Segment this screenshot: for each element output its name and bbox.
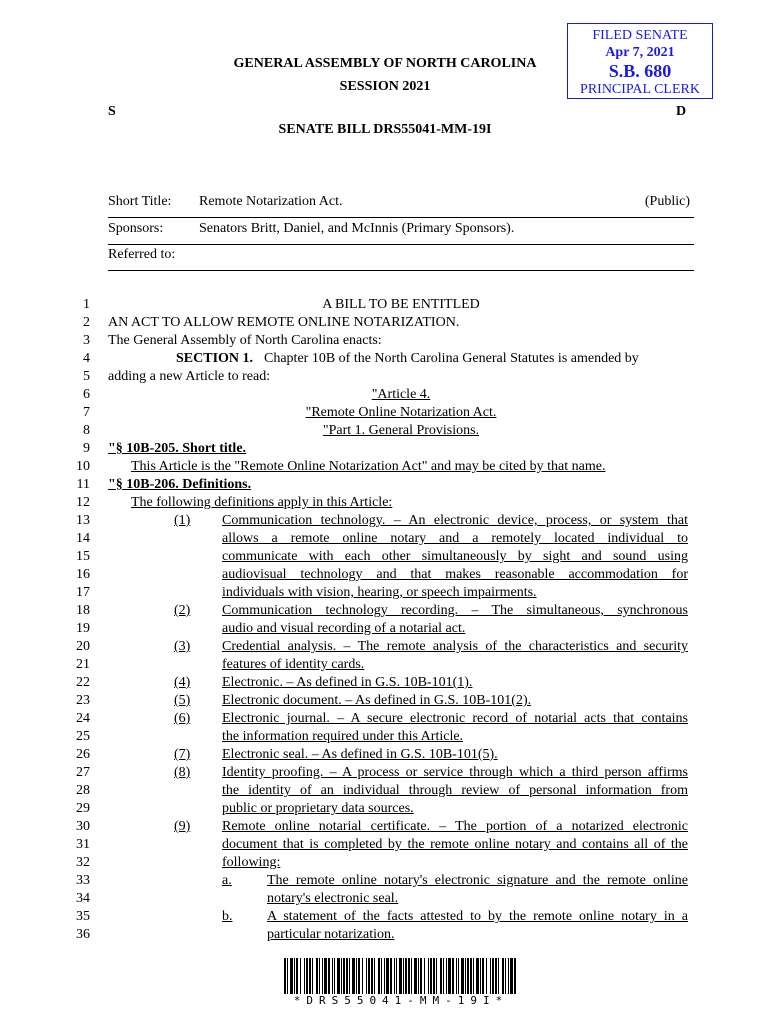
bill-line: 14 allows a remote online notary and a remotely located individual to (76, 531, 688, 546)
bill-line: 11 "§ 10B-206. Definitions. (76, 477, 252, 492)
bill-line: 15 communicate with each other simultaneously by sight and sound using (76, 549, 688, 564)
bill-line: 27 (8) Identity proofing. – A process or service through which a third person affirms (76, 765, 688, 780)
bill-line: 18 (2) Communication technology recording. – The simultaneous, synchronous (76, 603, 688, 618)
short-title-value: Remote Notarization Act. (199, 194, 343, 209)
short-title-label: Short Title: (108, 194, 172, 209)
bill-line: 36 particular notarization. (76, 927, 395, 942)
stamp-filed-label: FILED SENATE (592, 28, 688, 43)
bill-line: 35 b. A statement of the facts attested to by the remote online notary in a (76, 909, 688, 924)
bill-line: 19 audio and visual recording of a notarial act. (76, 621, 466, 636)
bill-line: 3 The General Assembly of North Carolina enacts: (83, 333, 382, 348)
stamp-clerk: PRINCIPAL CLERK (580, 82, 700, 97)
assembly-title: GENERAL ASSEMBLY OF NORTH CAROLINA (233, 56, 537, 71)
bill-line: 25 the information required under this Article. (76, 729, 464, 744)
draft-letter: D (676, 104, 687, 119)
filed-stamp (567, 23, 713, 99)
barcode-image (284, 958, 518, 994)
session-title: SESSION 2021 (339, 79, 431, 94)
bill-line: 24 (6) Electronic journal. – A secure electronic record of notarial acts that contains (76, 711, 688, 726)
sponsors-row (108, 220, 694, 245)
bill-line: 33 a. The remote online notary's electronic signature and the remote online (76, 873, 688, 888)
bill-line: 12 The following definitions apply in this Article: (76, 495, 393, 510)
bill-line: 17 individuals with vision, hearing, or speech impairments. (76, 585, 537, 600)
bill-line: 29 public or proprietary data sources. (76, 801, 414, 816)
bill-line: 16 audiovisual technology and that makes reasonable accommodation for (76, 567, 688, 582)
bill-line: 20 (3) Credential analysis. – The remote analysis of the characteristics and security (76, 639, 688, 654)
bill-line: 23 (5) Electronic document. – As defined in G.S. 10B-101(2). (76, 693, 532, 708)
bill-line: 8 "Part 1. General Provisions. (83, 423, 480, 438)
barcode-caption: *DRS55041-MM-19I* (293, 994, 509, 1007)
bill-line: 2 AN ACT TO ALLOW REMOTE ONLINE NOTARIZATION. (83, 315, 460, 330)
bill-line: 32 following: (76, 855, 281, 870)
bill-line: 1 A BILL TO BE ENTITLED (83, 297, 480, 312)
bill-line: 4 SECTION 1. Chapter 10B of the North Carolina General Statutes is amended by (83, 351, 639, 366)
short-title-row (108, 193, 694, 218)
bill-line: 28 the identity of an individual through review of personal information from (76, 783, 688, 798)
bill-line: 34 notary's electronic seal. (76, 891, 399, 906)
referred-row (108, 246, 694, 271)
bill-line: 9 "§ 10B-205. Short title. (83, 441, 247, 456)
sponsors-value: Senators Britt, Daniel, and McInnis (Primary Sponsors). (199, 221, 515, 236)
stamp-bill-number: S.B. 680 (608, 61, 672, 81)
bill-line: 21 features of identity cards. (76, 657, 365, 672)
bill-line: 7 "Remote Online Notarization Act. (83, 405, 497, 420)
bill-line: 22 (4) Electronic. – As defined in G.S. 10B-101(1). (76, 675, 473, 690)
bill-line: 13 (1) Communication technology. – An electronic device, process, or system that (76, 513, 688, 528)
bill-line: 26 (7) Electronic seal. – As defined in G.S. 10B-101(5). (76, 747, 498, 762)
bill-lines (0, 296, 770, 944)
bill-line: 6 "Article 4. (83, 387, 431, 402)
bill-title: SENATE BILL DRS55041-MM-19I (278, 122, 492, 137)
bill-line: 5 adding a new Article to read: (83, 369, 271, 384)
public-label: (Public) (644, 194, 690, 209)
bill-line: 10 This Article is the "Remote Online Notarization Act" and may be cited by that name. (76, 459, 606, 474)
bill-line: 30 (9) Remote online notarial certificate. – The portion of a notarized electronic (76, 819, 688, 834)
bill-line: 31 document that is completed by the remote online notary and contains all of the (76, 837, 688, 852)
referred-label: Referred to: (108, 247, 176, 262)
chamber-letter: S (108, 104, 116, 119)
stamp-date: Apr 7, 2021 (605, 45, 675, 60)
sponsors-label: Sponsors: (108, 221, 164, 236)
